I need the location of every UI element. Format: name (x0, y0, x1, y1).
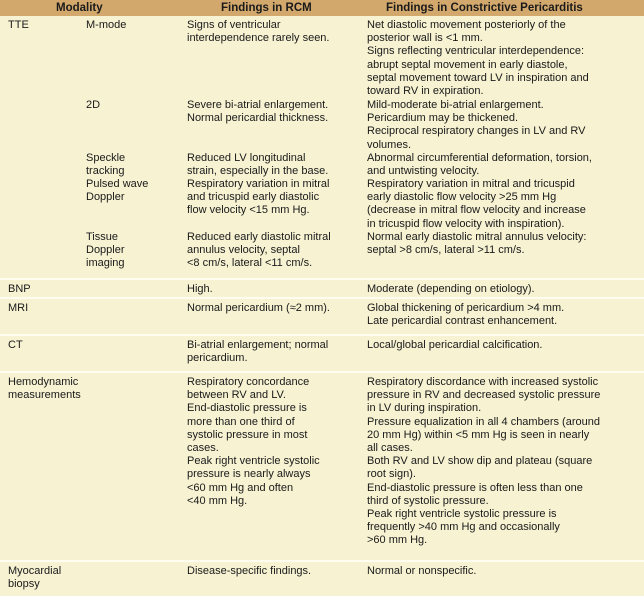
cp-biopsy (367, 565, 476, 578)
row-label-biopsy (8, 565, 61, 591)
text-line: Myocardial (8, 565, 62, 577)
text-line: systolic pressure in most (187, 428, 308, 441)
text-line: Global thickening of pericardium >4 mm. (367, 302, 565, 314)
text-line: End-diastolic pressure is often less than one (367, 481, 583, 494)
cp-tissue (367, 231, 586, 257)
text-line: Pericardium may be thickened. (367, 112, 519, 125)
text-line: interdependence rarely seen. (187, 32, 330, 45)
text-line: tracking (86, 165, 125, 178)
header-cp: Findings in Constrictive Pericarditis (386, 2, 583, 14)
text-line: 2D (86, 99, 101, 111)
rcm-2d (187, 99, 328, 125)
text-line: Net diastolic movement posteriorly of the (367, 19, 566, 31)
cp-bnp (367, 283, 535, 296)
cp-mri (367, 302, 564, 328)
sub-2d (86, 99, 100, 112)
rcm-pulsed (187, 178, 329, 218)
text-line: Hemodynamic (8, 376, 79, 388)
text-line: third of systolic pressure. (367, 494, 489, 507)
text-line: Normal pericardium (≈2 mm). (187, 302, 330, 314)
text-line: abrupt septal movement in early diastole, (367, 58, 568, 71)
text-line: in LV during inspiration. (367, 402, 482, 415)
text-line: Normal pericardial thickness. (187, 112, 329, 125)
text-line: Abnormal circumferential deformation, torsion, (367, 152, 592, 164)
rcm-mri (187, 302, 330, 315)
row-label-ct (8, 339, 23, 352)
row-label-mri (8, 302, 28, 315)
rcm-ct (187, 339, 328, 365)
sub-mmode (86, 19, 126, 32)
text-line: BNP (8, 283, 31, 295)
header-rcm: Findings in RCM (221, 2, 312, 14)
text-line: Late pericardial contrast enhancement. (367, 315, 558, 328)
text-line: and tricuspid early diastolic (187, 191, 320, 204)
text-line: volumes. (367, 138, 412, 151)
row-separator (0, 278, 644, 280)
rcm-bnp (187, 283, 213, 296)
text-line: MRI (8, 302, 29, 314)
text-line: biopsy (8, 578, 40, 591)
text-line: pressure is nearly always (187, 468, 311, 481)
sub-pulsed (86, 178, 148, 204)
text-line: more than one third of (187, 415, 295, 428)
text-line: Normal or nonspecific. (367, 565, 477, 577)
text-line: >60 mm Hg. (367, 534, 428, 547)
text-line: Pulsed wave (86, 178, 149, 190)
text-line: root sign). (367, 468, 416, 481)
text-line: Peak right ventricle systolic (187, 455, 320, 468)
text-line: frequently >40 mm Hg and occasionally (367, 521, 560, 534)
text-line: imaging (86, 257, 125, 270)
text-line: Mild-moderate bi-atrial enlargement. (367, 99, 544, 111)
text-line: 20 mm Hg) within <5 mm Hg is seen in nearly (367, 428, 590, 441)
sub-speckle (86, 152, 125, 178)
text-line: pericardium. (187, 352, 248, 365)
text-line: Doppler (86, 191, 125, 204)
cp-speckle (367, 152, 592, 178)
text-line: (decrease in mitral flow velocity and increase (367, 204, 586, 217)
rcm-hemodynamic (187, 376, 320, 508)
rcm-biopsy (187, 565, 311, 578)
text-line: Doppler (86, 244, 125, 257)
text-line: Reduced LV longitudinal (187, 152, 306, 164)
text-line: Pressure equalization in all 4 chambers (around (367, 415, 600, 428)
cp-2d (367, 99, 586, 152)
text-line: strain, especially in the base. (187, 165, 329, 178)
text-line: flow velocity <15 mm Hg. (187, 204, 310, 217)
text-line: between RV and LV. (187, 389, 286, 402)
text-line: and untwisting velocity. (367, 165, 480, 178)
cp-ct (367, 339, 542, 352)
text-line: early diastolic flow velocity >25 mm Hg (367, 191, 557, 204)
text-line: Signs of ventricular (187, 19, 281, 31)
text-line: Respiratory variation in mitral (187, 178, 330, 190)
text-line: High. (187, 283, 213, 295)
rcm-tissue (187, 231, 331, 271)
text-line: annulus velocity, septal (187, 244, 300, 257)
text-line: Moderate (depending on etiology). (367, 283, 535, 295)
text-line: Peak right ventricle systolic pressure is (367, 508, 557, 521)
text-line: CT (8, 339, 23, 351)
rcm-speckle (187, 152, 328, 178)
cp-mmode (367, 19, 589, 98)
row-separator (0, 334, 644, 336)
text-line: Reciprocal respiratory changes in LV and RV (367, 125, 586, 138)
text-line: Bi-atrial enlargement; normal (187, 339, 329, 351)
text-line: <60 mm Hg and often (187, 481, 294, 494)
text-line: septal >8 cm/s, lateral >11 cm/s. (367, 244, 525, 257)
text-line: Disease-specific findings. (187, 565, 312, 577)
rcm-mmode (187, 19, 329, 45)
text-line: Both RV and LV show dip and plateau (square (367, 455, 593, 468)
text-line: M-mode (86, 19, 127, 31)
row-label-hemodynamic (8, 376, 81, 402)
sub-tissue (86, 231, 125, 271)
cp-hemodynamic (367, 376, 600, 548)
table-header (0, 0, 644, 16)
text-line: pressure in RV and decreased systolic pressure (367, 389, 601, 402)
text-line: measurements (8, 389, 81, 402)
text-line: posterior wall is <1 mm. (367, 32, 483, 45)
text-line: cases. (187, 442, 219, 455)
text-line: Speckle (86, 152, 126, 164)
text-line: Respiratory concordance (187, 376, 310, 388)
text-line: End-diastolic pressure is (187, 402, 307, 415)
text-line: Normal early diastolic mitral annulus velocity: (367, 231, 587, 243)
text-line: toward RV in expiration. (367, 85, 484, 98)
text-line: in tricuspid flow velocity with inspiration). (367, 217, 565, 230)
text-line: all cases. (367, 442, 413, 455)
row-separator (0, 560, 644, 562)
row-label-bnp (8, 283, 31, 296)
text-line: <8 cm/s, lateral <11 cm/s. (187, 257, 313, 270)
row-separator (0, 297, 644, 299)
text-line: septal movement toward LV in inspiration and (367, 71, 589, 84)
text-line: Respiratory discordance with increased systolic (367, 376, 599, 388)
cp-pulsed (367, 178, 586, 231)
text-line: Respiratory variation in mitral and tricuspid (367, 178, 575, 190)
text-line: Tissue (86, 231, 118, 243)
header-modality: Modality (56, 2, 103, 14)
text-line: <40 mm Hg. (187, 494, 248, 507)
text-line: Local/global pericardial calcification. (367, 339, 543, 351)
text-line: Severe bi-atrial enlargement. (187, 99, 329, 111)
row-label-tte: TTE (8, 19, 29, 31)
row-separator (0, 371, 644, 373)
text-line: Reduced early diastolic mitral (187, 231, 331, 243)
text-line: Signs reflecting ventricular interdependence: (367, 45, 585, 58)
